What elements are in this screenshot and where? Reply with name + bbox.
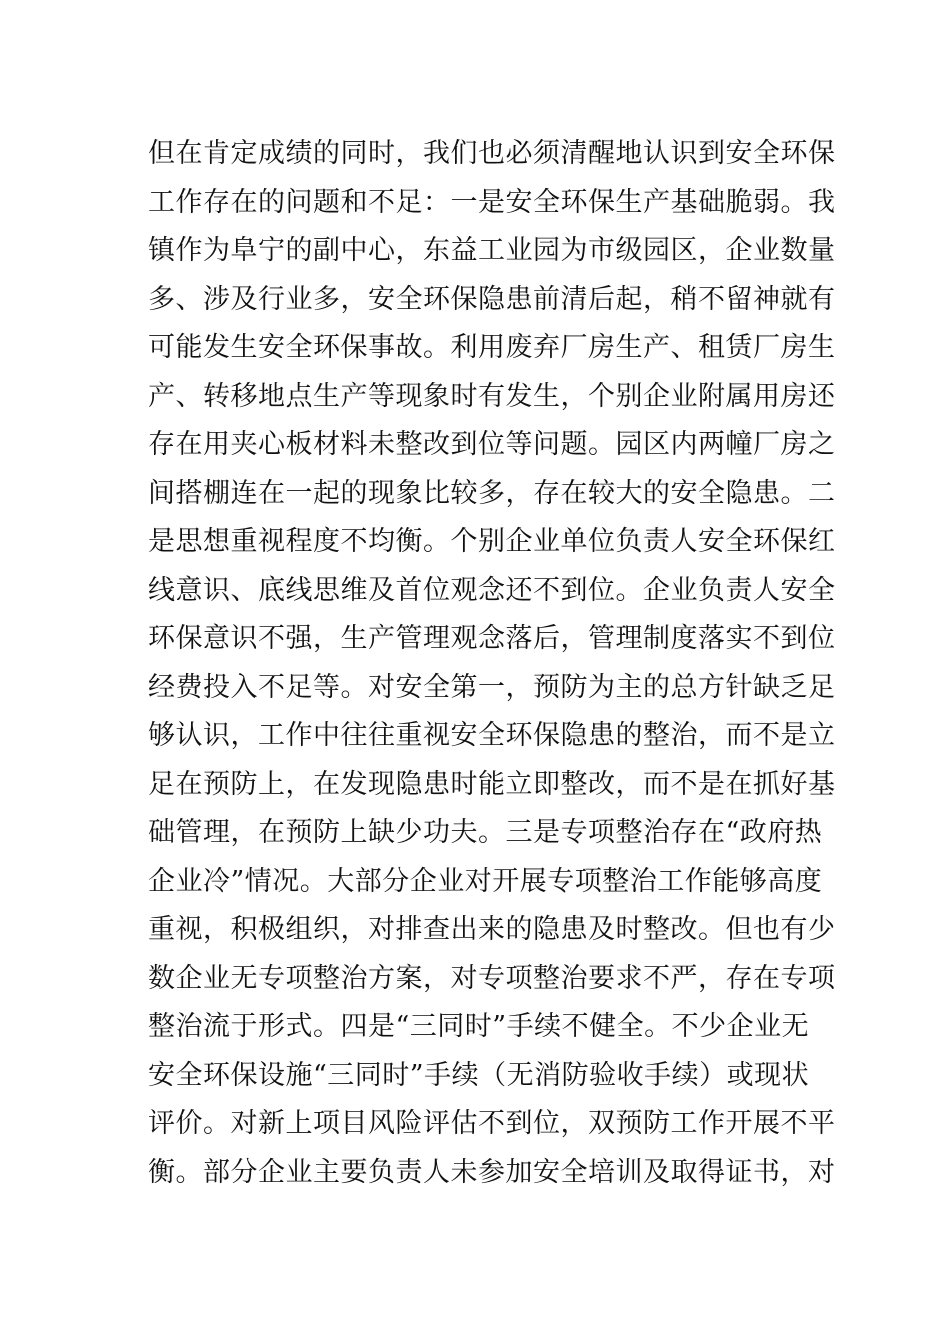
text-line: 企业冷”情况。大部分企业对开展专项整治工作能够高度: [148, 865, 823, 897]
text-line: 镇作为阜宁的副中心，东益工业园为市级园区，企业数量: [148, 235, 836, 266]
body-paragraph: [148, 130, 836, 1197]
text-line: 评价。对新上项目风险评估不到位，双预防工作开展不平: [148, 1108, 836, 1139]
text-line: 衡。部分企业主要负责人未参加安全培训及取得证书，对: [148, 1156, 836, 1188]
text-line: 多、涉及行业多，安全环保隐患前清后起，稍不留神就有: [148, 283, 836, 315]
text-line: 产、转移地点生产等现象时有发生，个别企业附属用房还: [148, 380, 836, 412]
text-line: 存在用夹心板材料未整改到位等问题。园区内两幢厂房之: [148, 429, 836, 460]
text-line: 安全环保设施“三同时”手续（无消防验收手续）或现状: [148, 1059, 810, 1091]
text-line: 经费投入不足等。对安全第一，预防为主的总方针缺乏足: [148, 671, 836, 703]
text-line: 工作存在的问题和不足：一是安全环保生产基础脆弱。我: [148, 186, 836, 218]
text-line: 间搭棚连在一起的现象比较多，存在较大的安全隐患。二: [148, 477, 836, 509]
text-line: 整治流于形式。四是“三同时”手续不健全。不少企业无: [148, 1011, 810, 1042]
text-line: 环保意识不强，生产管理观念落后，管理制度落实不到位: [148, 623, 836, 654]
text-line: 线意识、底线思维及首位观念还不到位。企业负责人安全: [148, 574, 836, 606]
text-line: 数企业无专项整治方案，对专项整治要求不严，存在专项: [148, 962, 836, 994]
text-line: 足在预防上，在发现隐患时能立即整改，而不是在抓好基: [148, 768, 836, 800]
text-line: 但在肯定成绩的同时，我们也必须清醒地认识到安全环保: [148, 138, 836, 169]
text-line: 可能发生安全环保事故。利用废弃厂房生产、租赁厂房生: [148, 332, 836, 363]
text-line: 础管理，在预防上缺少功夫。三是专项整治存在“政府热: [148, 817, 823, 848]
text-line: 够认识，工作中往往重视安全环保隐患的整治，而不是立: [148, 720, 836, 751]
text-line: 是思想重视程度不均衡。个别企业单位负责人安全环保红: [148, 526, 836, 557]
text-line: 重视，积极组织，对排查出来的隐患及时整改。但也有少: [148, 914, 836, 945]
